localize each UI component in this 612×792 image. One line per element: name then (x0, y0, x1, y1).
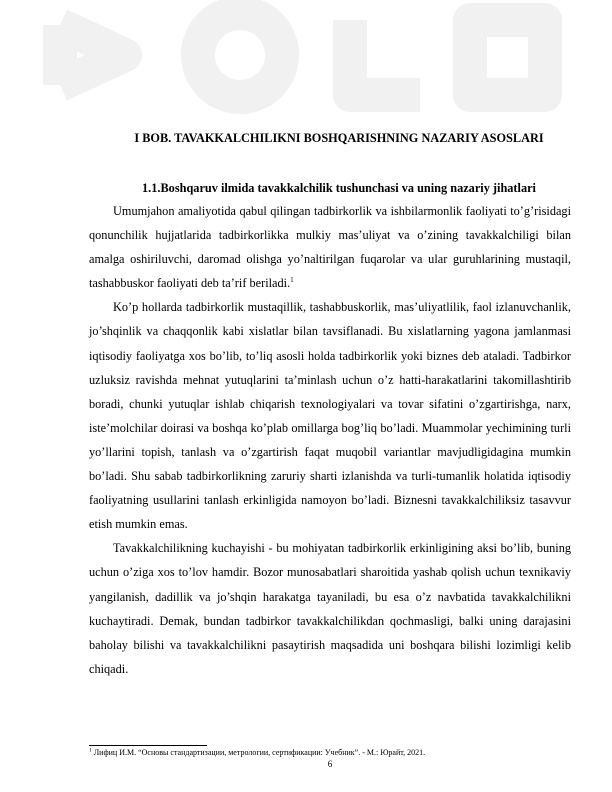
paragraph-3: Tavakkalchilikning kuchayishi - bu mohiyatan tadbirkorlik erkinligining aksi bo’lib, buning uchun o’ziga xos to’lov hamdir. Bozor munosabatlari sharoitida yashab qolish uchun texnikaviy yangilanish, dadillik va jo’shqin harakatga tayaniladi, bu esa o’z navbatida tavakkalchilikni kuchaytiradi. Demak, bundan tadbirkor tavakkalchilikdan qochmasligi, balki uning darajasini baholay bilishi va tavakkalchilikni pasaytirish maqsadida uni boshqara bilishi lozimligi kelib chiqadi. (89, 541, 571, 676)
page-number: 6 (327, 759, 333, 769)
paragraph-2: Ko’p hollarda tadbirkorlik mustaqillik, tashabbuskorlik, mas’uliyatlilik, faol izlanuvchanlik, jo’shqinlik va chaqqonlik kabi xislatlar bilan tavsiflanadi. Bu xislatlarning yagona jamlanmasi iqtisodiy faoliyatga xos bo’lib, to’liq asosli holda tadbirkorlik yoki biznes deb ataladi. Tadbirkor uzluksiz ravishda mehnat yutuqlarini ta’minlash uchun o’z hatti-harakatlarini takomillashtirib boradi, chunki yutuqlar ishlab chiqarish texnologiyalari va tovar sifatini o’zgartirishga, narx, iste’molchilar doirasi va boshqa ko’plab omillarga bog’liq bo’ladi. Muammolar yechimining turli yo’llarini topish, tanlash va o’zgartirish faqat muqobil variantlar mavjudligidagina mumkin bo’ladi. Shu sabab tadbirkorlikning zaruriy sharti izlanishda va turli-tumanlik holatida iqtisodiy faoliyatning usullarini tanlash erkinligida namoyon bo’ladi. Biznesni tavakkalchiliksiz tasavvur etish mumkin emas. (89, 300, 571, 532)
watermark-shape-ring (198, 13, 282, 97)
footnote (89, 748, 571, 758)
watermark-shape-mid (350, 20, 420, 95)
paragraph-1 (89, 199, 571, 295)
paragraph-1-text: Umumjahon amaliyotida qabul qilingan tadbirkorlik va ishbilarmonlik faoliyati to’g’risidagi qonunchilik hujjatlarida tadbirkorlikka mulkiy mas’uliyat va o’zining tavakkalchiligi bilan amalga oshiriluvchi, daromad olishga yo’naltirilgan fuqarolar va ular guruhlarining mustaqil, tashabbuskor faoliyati deb ta’rif beriladi. (89, 204, 571, 291)
chapter-title: I BOB. TAVAKKALCHILIKNI BOSHQARISHNING NAZARIY ASOSLARI (134, 131, 544, 145)
watermark-shape-right (470, 20, 545, 95)
section-title: 1.1.Boshqaruv ilmida tavakkalchilik tushunchasi va uning nazariy jihatlari (142, 181, 536, 195)
footnote-text: Лифиц И.М. “Основы стандартизации, метрологии, сертификации: Учебник”. - М.: Юрайт, 2021. (93, 748, 426, 757)
footnote-divider (89, 745, 207, 746)
footnote-reference[interactable]: 1 (290, 276, 294, 285)
body-text (89, 199, 571, 681)
watermark-shape-left (60, 25, 125, 85)
footnote-marker: 1 (89, 747, 92, 754)
